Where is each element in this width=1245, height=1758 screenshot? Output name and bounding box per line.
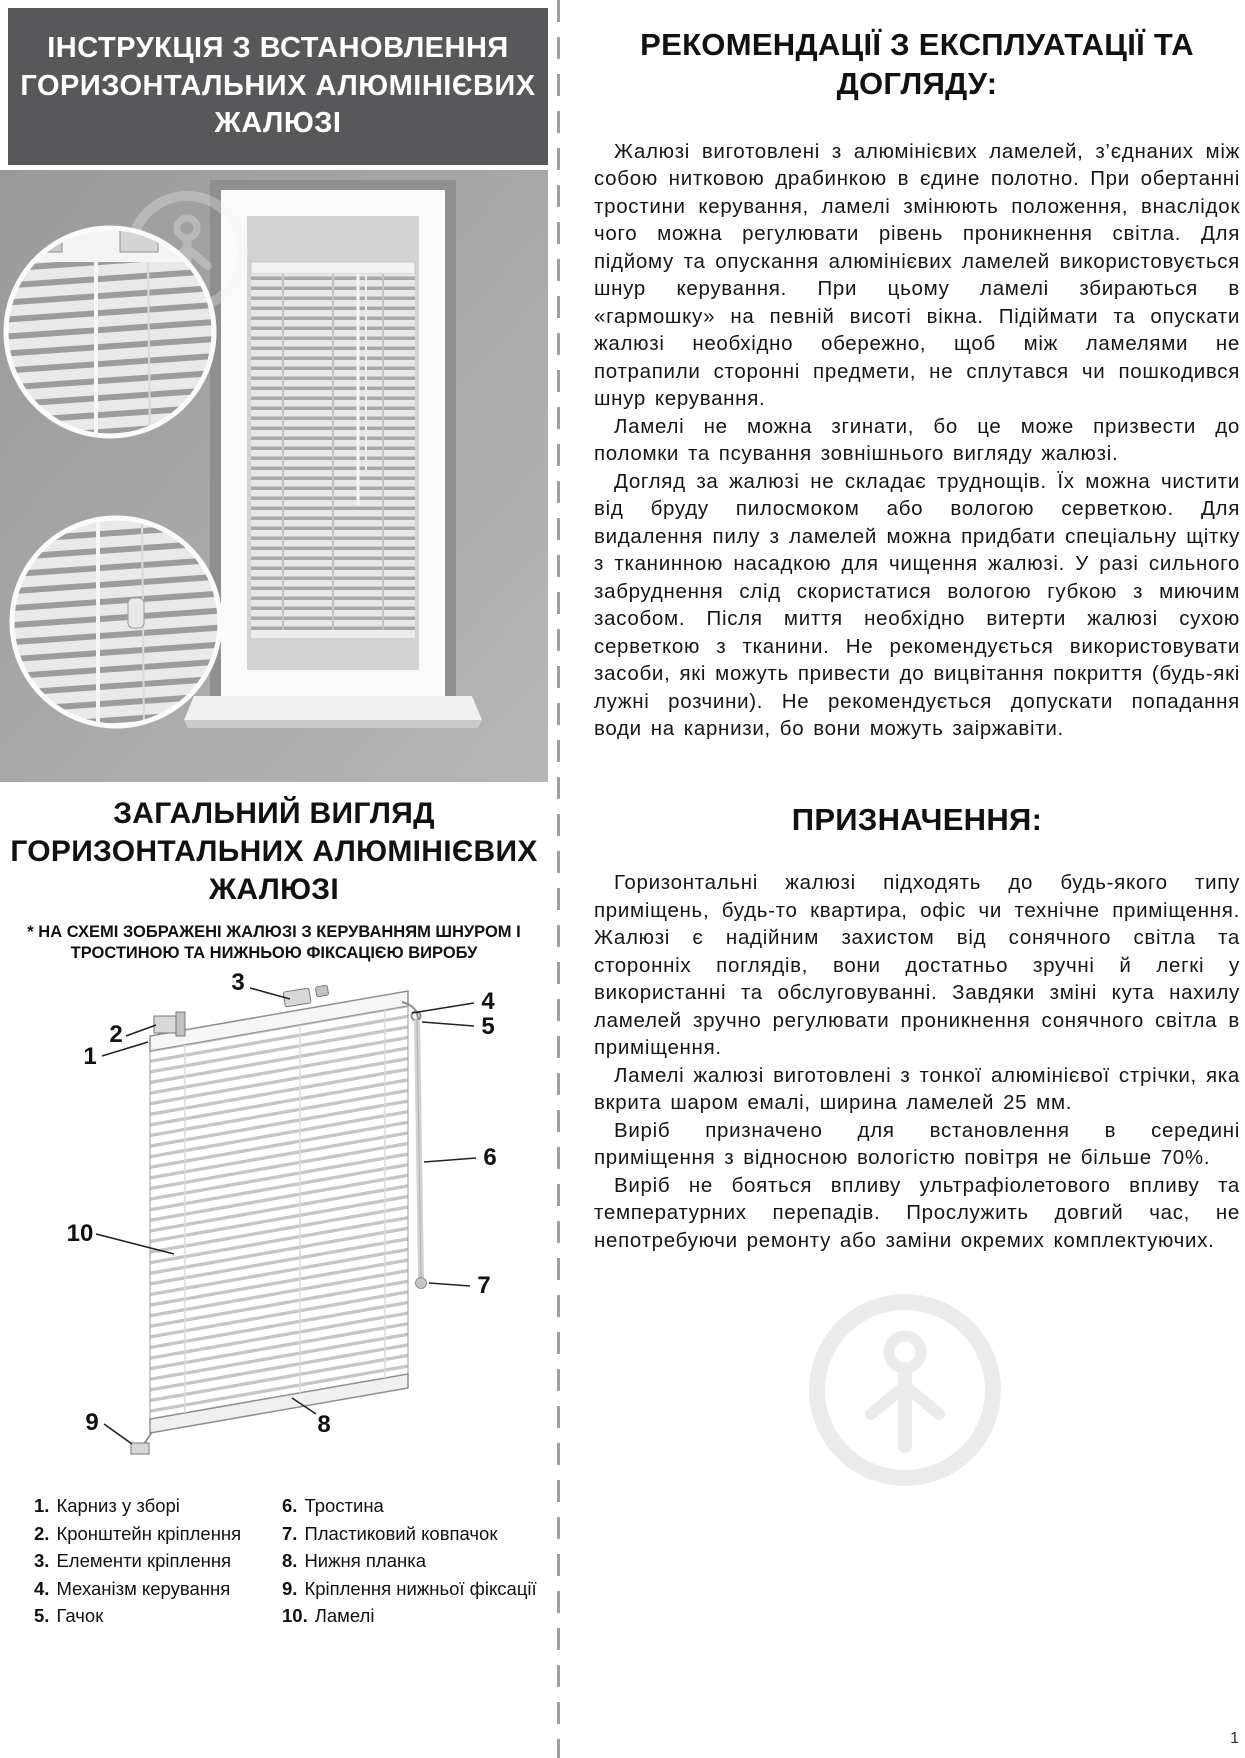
- legend-number: 5.: [34, 1605, 50, 1626]
- legend-column-1: [34, 1492, 274, 1630]
- callout-number-10: 10: [66, 1220, 94, 1247]
- legend-number: 6.: [282, 1495, 298, 1516]
- legend-number: 8.: [282, 1550, 298, 1571]
- window-sill: [184, 696, 482, 728]
- right-column: [594, 26, 1240, 1254]
- legend-label: Ламелі: [314, 1605, 375, 1626]
- legend-label: Нижня планка: [304, 1550, 426, 1571]
- install-title-box: [8, 8, 548, 165]
- watermark-logo: [805, 1290, 1005, 1490]
- legend-label: Механізм керування: [56, 1577, 231, 1599]
- blinds-schematic: [0, 962, 548, 1477]
- care-paragraph-2: Ламелі не можна згинати, бо це може призвести до поломки та псування зовнішнього вигляду жалюзі.: [594, 414, 1240, 465]
- legend-number: 1.: [34, 1495, 50, 1516]
- legend-label: Елементи кріплення: [56, 1550, 232, 1571]
- care-paragraph-1: Жалюзі виготовлені з алюмінієвих ламелей, з’єднаних між собою нитковою драбинкою в єдине полотно. При обертанні тростини керування, ламелі змінюють положення, внаслідок чого можна регулювати рівень проникнення світла. Для підйому та опускання алюмінієвих ламелей використовується шнур керування. При цьому ламелі збираються в «гармошку» на певній висоті вікна. Підіймати та опускати жалюзі необхідно обережно, щоб між ламелями не потрапили сторонні предмети, не сплутався чи пошкодився шнур керування.: [594, 139, 1240, 410]
- callout-number-6: 6: [483, 1144, 497, 1171]
- callout-number-7: 7: [477, 1272, 491, 1299]
- window-blinds: [251, 262, 415, 638]
- purpose-paragraph-4: Виріб не бояться впливу ультрафіолетового впливу та температурних перепадів. Прослужить довгий час, не непотребуючи ремонту або заміни окремих комплектуючих.: [594, 1173, 1240, 1252]
- legend-item: [282, 1492, 537, 1520]
- legend-item: [34, 1547, 274, 1575]
- legend-item: [282, 1520, 537, 1548]
- legend-item: [34, 1575, 274, 1603]
- legend-label: Пластиковий ковпачок: [304, 1522, 498, 1544]
- window-blinds-photo: [0, 170, 548, 782]
- legend-number: 7.: [282, 1522, 298, 1544]
- column-divider: [557, 0, 560, 1758]
- blinds-body: [150, 991, 408, 1433]
- legend-item: [282, 1602, 537, 1630]
- page-number: 1: [1230, 1730, 1239, 1747]
- purpose-paragraph-2: Ламелі жалюзі виготовлені з тонкої алюмінієвої стрічки, яка вкрита шаром емалі, ширина ламелей 25 мм.: [594, 1063, 1240, 1115]
- overview-title: ЗАГАЛЬНИЙ ВИГЛЯД ГОРИЗОНТАЛЬНИХ АЛЮМІНІЄВИХ ЖАЛЮЗІ: [10, 797, 538, 906]
- callout-number-1: 1: [83, 1043, 97, 1070]
- legend-column-2: [282, 1492, 537, 1630]
- legend-item: [282, 1575, 537, 1603]
- purpose-paragraph-1: Горизонтальні жалюзі підходять до будь-якого типу приміщень, будь-то квартира, офіс чи технічне приміщення. Жалюзі є надійним захистом від сонячного світла та сторонніх поглядів, вони достатньо зручні й легкі у використанні та обслуговуванні. Завдяки зміні кута нахилу ламелей зручно регулювати проникнення сонячного світла в приміщення.: [594, 871, 1240, 1060]
- legend-item: [34, 1492, 274, 1520]
- callout-number-4: 4: [481, 988, 495, 1015]
- install-title: ІНСТРУКЦІЯ З ВСТАНОВЛЕННЯ ГОРИЗОНТАЛЬНИХ АЛЮМІНІЄВИХ ЖАЛЮЗІ: [20, 32, 536, 140]
- legend-label: Гачок: [56, 1605, 104, 1626]
- legend-label: Тростина: [304, 1495, 384, 1516]
- legend-label: Кронштейн кріплення: [56, 1522, 242, 1544]
- blinds-schematic-drawing: [0, 962, 548, 1477]
- callout-number-8: 8: [317, 1411, 331, 1438]
- legend-item: [282, 1547, 537, 1575]
- callout-number-3: 3: [231, 969, 245, 996]
- callout-number-2: 2: [109, 1021, 123, 1048]
- purpose-paragraph-3: Виріб призначено для встановлення в середині приміщення з відносною вологістю повітря не більше 70%.: [594, 1118, 1240, 1170]
- legend-label: Кріплення нижньої фіксації: [304, 1577, 537, 1599]
- legend-number: 4.: [34, 1577, 50, 1599]
- callout-number-9: 9: [85, 1409, 99, 1436]
- legend-number: 9.: [282, 1577, 298, 1599]
- overview-note: * НА СХЕМІ ЗОБРАЖЕНІ ЖАЛЮЗІ З КЕРУВАННЯМ ШНУРОМ І ТРОСТИНОЮ ТА НИЖНЬОЮ ФІКСАЦІЄЮ ВИРОБУ: [27, 923, 521, 963]
- callout-number-5: 5: [481, 1013, 495, 1040]
- legend-item: [34, 1520, 274, 1548]
- care-paragraph-3: Догляд за жалюзі не складає труднощів. Їх можна чистити від бруду пилосмоком або вологою серветкою. Для видалення пилу з ламелей можна придбати спеціальну щітку з тканинною насадкою для чищення жалюзі. У разі сильного забруднення слід скористатися вологою губкою з миючим засобом. Після миття необхідно витерти жалюзі сухою серветкою з тканини. Не рекомендується використовувати засоби, які можуть привести до вицвітання покриття (будь-які лужні розчини). Не рекомендується допускати попадання води на карнизи, бо вони можуть заіржавіти.: [594, 469, 1240, 740]
- purpose-section-title: ПРИЗНАЧЕННЯ:: [791, 801, 1043, 837]
- legend-number: 10.: [282, 1605, 308, 1626]
- legend-number: 3.: [34, 1550, 50, 1571]
- watermark-logo-drawing: [805, 1290, 1005, 1490]
- legend-number: 2.: [34, 1522, 50, 1544]
- installation-photo: [0, 170, 548, 782]
- legend-item: [34, 1602, 274, 1630]
- legend-label: Карниз у зборі: [56, 1495, 180, 1516]
- bottom-fixation: [131, 1432, 152, 1454]
- parts-legend: [34, 1492, 546, 1630]
- care-section-title: РЕКОМЕНДАЦІЇ З ЕКСПЛУАТАЦІЇ ТА ДОГЛЯДУ:: [640, 27, 1194, 101]
